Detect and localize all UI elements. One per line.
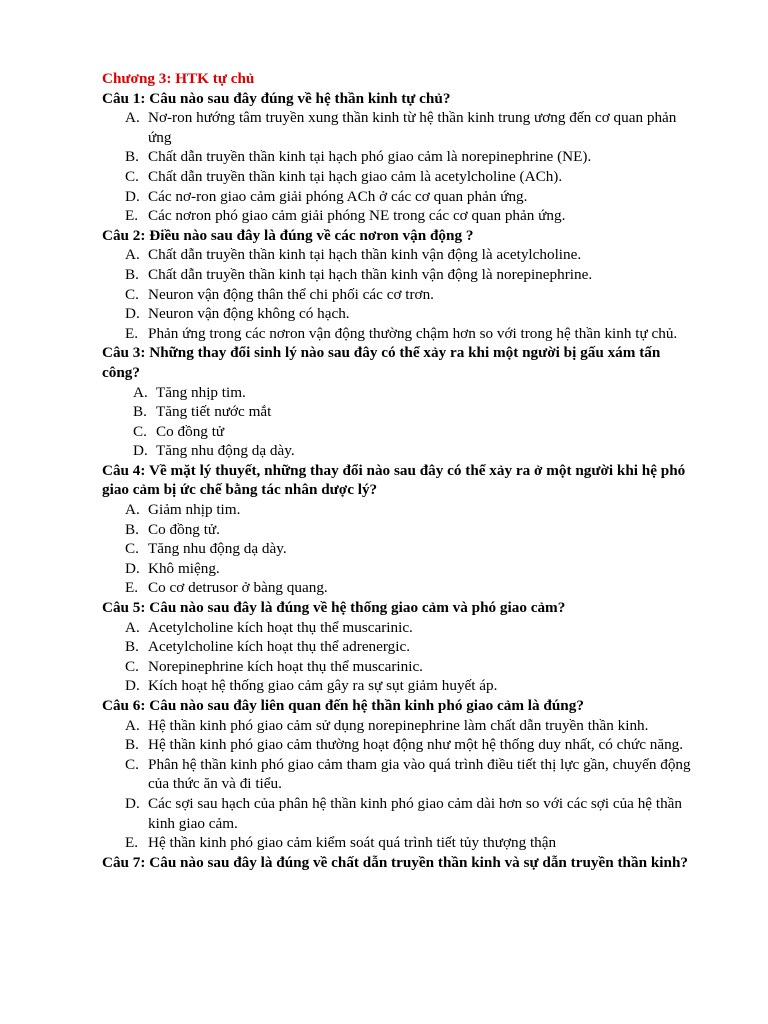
answer-option [102, 187, 692, 207]
answer-option [102, 285, 692, 305]
option-text: Khô miệng. [148, 559, 220, 577]
option-text: Norepinephrine kích hoạt thụ thể muscarinic. [148, 657, 423, 675]
option-letter: A. [125, 246, 140, 264]
answer-option [102, 637, 692, 657]
option-letter: B. [125, 638, 139, 656]
question-6-options [102, 716, 692, 853]
answer-option [102, 265, 692, 285]
answer-option [102, 147, 692, 167]
answer-option [102, 108, 692, 147]
option-letter: C. [125, 540, 139, 558]
option-text: Chất dẫn truyền thần kinh tại hạch thần kinh vận động là norepinephrine. [148, 265, 593, 283]
option-text: Acetylcholine kích hoạt thụ thể muscarinic. [148, 618, 413, 636]
answer-option [102, 676, 692, 696]
option-text: Co đồng tử [156, 422, 225, 440]
option-text: Chất dẫn truyền thần kinh tại hạch phó giao cảm là norepinephrine (NE). [148, 148, 592, 166]
answer-option [102, 520, 692, 540]
answer-option [102, 657, 692, 677]
option-text: Hệ thần kinh phó giao cảm thường hoạt động như một hệ thống duy nhất, có chức năng. [148, 736, 684, 754]
question-1-text: Câu 1: Câu nào sau đây đúng về hệ thần kinh tự chủ? [102, 89, 451, 107]
option-letter: B. [133, 403, 147, 421]
answer-option [102, 539, 692, 559]
option-letter: D. [125, 305, 140, 323]
option-letter: C. [125, 755, 139, 773]
option-letter: D. [125, 559, 140, 577]
option-text: Tăng nhu động dạ dày. [148, 540, 287, 558]
question-7-text: Câu 7: Câu nào sau đây là đúng về chất dẫn truyền thần kinh và sự dẫn truyền thần kinh? [102, 853, 688, 871]
answer-option [102, 618, 692, 638]
option-text: Co đồng tử. [148, 520, 220, 538]
option-text: Hệ thần kinh phó giao cảm kiểm soát quá trình tiết tủy thượng thận [148, 834, 557, 852]
answer-option [102, 755, 692, 794]
option-letter: E. [125, 324, 139, 342]
option-text: Tăng tiết nước mắt [156, 403, 272, 421]
answer-option [102, 559, 692, 579]
question-4-options [102, 500, 692, 598]
answer-option [102, 324, 692, 344]
option-text: Tăng nhịp tim. [156, 383, 246, 401]
option-text: Neuron vận động thân thể chi phối các cơ trơn. [148, 285, 434, 303]
question-3-options [102, 383, 692, 461]
question-5-options [102, 618, 692, 696]
option-letter: B. [125, 148, 139, 166]
option-letter: A. [125, 501, 140, 519]
chapter-title: Chương 3: HTK tự chủ [102, 70, 255, 87]
option-text: Các sợi sau hạch của phân hệ thần kinh phó giao cảm dài hơn so với các sợi của hệ thần kinh giao cảm. [148, 794, 682, 832]
answer-option [102, 500, 692, 520]
option-letter: E. [125, 207, 139, 225]
question-2-options [102, 245, 692, 343]
option-text: Acetylcholine kích hoạt thụ thể adrenergic. [148, 638, 411, 656]
answer-option [102, 833, 692, 853]
answer-option [102, 245, 692, 265]
option-text: Giảm nhịp tim. [148, 501, 241, 519]
question-3-text: Câu 3: Những thay đổi sinh lý nào sau đây có thể xảy ra khi một người bị gấu xám tấn công? [102, 344, 661, 381]
question-1-options [102, 108, 692, 226]
answer-option [102, 794, 692, 833]
answer-option [102, 206, 692, 226]
option-text: Nơ-ron hướng tâm truyền xung thần kinh từ hệ thần kinh trung ương đến cơ quan phản ứng [148, 109, 677, 146]
option-letter: A. [133, 383, 148, 401]
document-page [102, 69, 692, 872]
answer-option [102, 735, 692, 755]
option-letter: B. [125, 736, 139, 754]
option-letter: B. [125, 265, 139, 283]
option-text: Co cơ detrusor ở bàng quang. [148, 579, 328, 597]
option-text: Phân hệ thần kinh phó giao cảm tham gia vào quá trình điều tiết thị lực gần, chuyển động của thức ăn và đi tiểu. [148, 755, 691, 793]
option-letter: C. [133, 422, 147, 440]
answer-option [102, 422, 692, 442]
option-letter: D. [125, 794, 140, 812]
question-4-text: Câu 4: Về mặt lý thuyết, những thay đổi nào sau đây có thể xảy ra ở một người khi hệ phó giao cảm bị ức chế bằng tác nhân dược lý? [102, 461, 686, 499]
option-text: Chất dẫn truyền thần kinh tại hạch thần kinh vận động là acetylcholine. [148, 246, 582, 264]
answer-option [102, 167, 692, 187]
option-text: Neuron vận động không có hạch. [148, 305, 350, 323]
option-letter: D. [125, 677, 140, 695]
option-text: Các nơron phó giao cảm giải phóng NE trong các cơ quan phản ứng. [148, 207, 566, 225]
answer-option [102, 441, 692, 461]
option-letter: A. [125, 618, 140, 636]
option-letter: C. [125, 167, 139, 185]
option-letter: B. [125, 520, 139, 538]
option-text: Kích hoạt hệ thống giao cảm gây ra sự sụt giảm huyết áp. [148, 677, 498, 695]
answer-option [102, 402, 692, 422]
option-text: Hệ thần kinh phó giao cảm sử dụng norepinephrine làm chất dẫn truyền thần kinh. [148, 716, 649, 734]
option-letter: D. [133, 442, 148, 460]
option-letter: A. [125, 109, 140, 127]
answer-option [102, 716, 692, 736]
answer-option [102, 578, 692, 598]
answer-option [102, 383, 692, 403]
option-letter: C. [125, 657, 139, 675]
question-2-text: Câu 2: Điều nào sau đây là đúng về các nơron vận động ? [102, 226, 474, 244]
option-letter: C. [125, 285, 139, 303]
option-letter: E. [125, 834, 139, 852]
answer-option [102, 304, 692, 324]
option-letter: A. [125, 716, 140, 734]
question-5-text: Câu 5: Câu nào sau đây là đúng về hệ thống giao cảm và phó giao cảm? [102, 599, 566, 617]
option-letter: D. [125, 187, 140, 205]
option-text: Tăng nhu động dạ dày. [156, 442, 295, 460]
option-text: Chất dẫn truyền thần kinh tại hạch giao cảm là acetylcholine (ACh). [148, 167, 563, 185]
option-letter: E. [125, 579, 139, 597]
option-text: Các nơ-ron giao cảm giải phóng ACh ở các cơ quan phản ứng. [148, 187, 528, 205]
option-text: Phản ứng trong các nơron vận động thường chậm hơn so với trong hệ thần kinh tự chủ. [148, 324, 678, 342]
question-6-text: Câu 6: Câu nào sau đây liên quan đến hệ thần kinh phó giao cảm là đúng? [102, 697, 584, 714]
